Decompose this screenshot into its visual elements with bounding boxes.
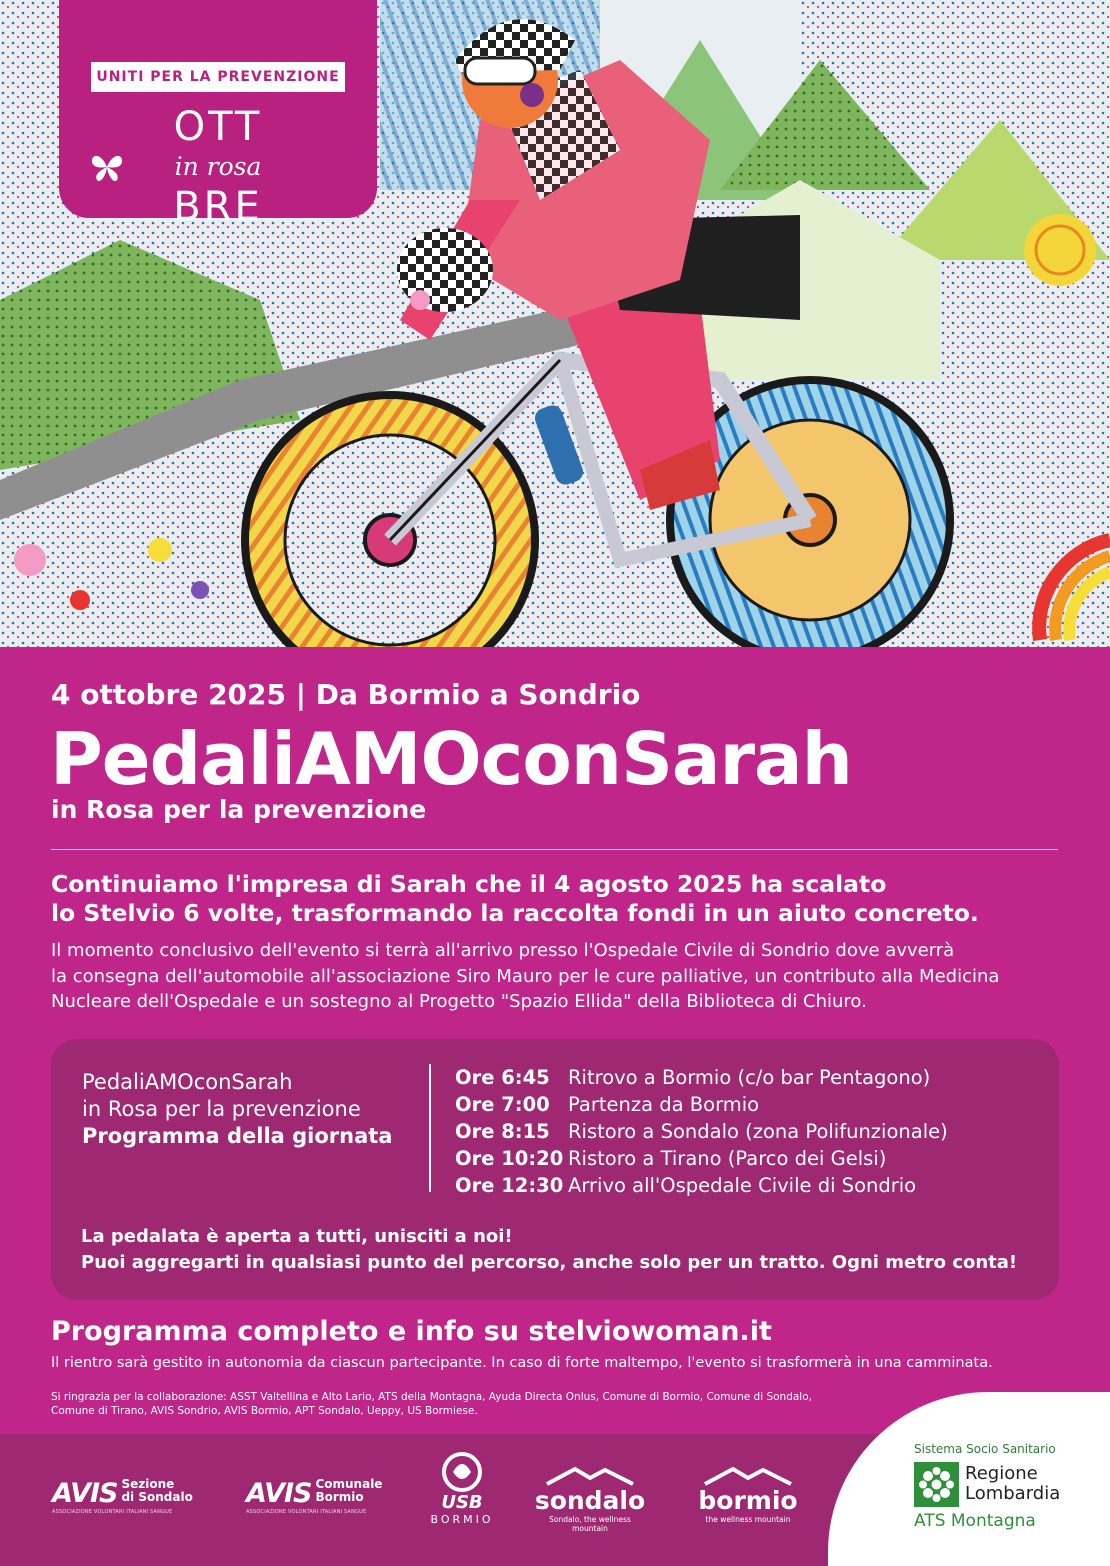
event-date-line: 4 ottobre 2025 | Da Bormio a Sondrio xyxy=(51,678,641,711)
schedule-time: Ore 12:30 xyxy=(455,1174,564,1197)
schedule-activity: Partenza da Bormio xyxy=(568,1093,760,1116)
program-heading-label: Programma della giornata xyxy=(82,1124,393,1148)
schedule-row xyxy=(455,1118,948,1145)
info-text: Il rientro sarà gestito in autonomia da ciascun partecipante. In caso di forte maltempo, l'evento si trasformerà in una camminata. xyxy=(51,1355,993,1371)
sondalo-name: sondalo xyxy=(534,1486,646,1515)
avis-sondalo-line: di Sondalo xyxy=(121,1490,193,1504)
regione-lombardia-logo xyxy=(828,1392,1110,1566)
schedule-row xyxy=(455,1064,948,1091)
region-name xyxy=(965,1464,1060,1504)
campaign-title-left: OTT xyxy=(173,104,263,150)
program-note-line: La pedalata è aperta a tutti, unisciti a noi! xyxy=(81,1226,513,1247)
event-subtitle: in Rosa per la prevenzione xyxy=(51,795,427,824)
sondalo-tagline: Sondalo, the wellness mountain xyxy=(549,1515,631,1533)
region-ats: ATS Montagna xyxy=(914,1511,1036,1531)
acknowledgements xyxy=(51,1390,871,1418)
event-lead xyxy=(51,870,1071,928)
program-note xyxy=(81,1224,1017,1276)
usb-emblem-icon xyxy=(439,1452,485,1492)
avis-fine-print: ASSOCIAZIONE VOLONTARI ITALIANI SANGUE xyxy=(52,1509,173,1515)
schedule-activity: Arrivo all'Ospedale Civile di Sondrio xyxy=(568,1174,917,1197)
usb-bormio-logo xyxy=(426,1452,498,1526)
schedule-row xyxy=(455,1145,948,1172)
schedule-row xyxy=(455,1172,948,1199)
region-name-line: Lombardia xyxy=(965,1483,1061,1504)
mountain-icon xyxy=(545,1466,635,1486)
schedule-activity: Ritrovo a Bormio (c/o bar Pentagono) xyxy=(568,1066,931,1089)
program-schedule xyxy=(455,1064,948,1199)
avis-bormio-line: Comunale xyxy=(315,1477,383,1491)
sondalo-logo xyxy=(534,1466,646,1533)
avis-mark: AVIS xyxy=(52,1478,118,1509)
program-heading xyxy=(82,1069,392,1150)
event-description-line: Il momento conclusivo dell'evento si terrà all'arrivo presso l'Ospedale Civile di Sondrio dove avverrà xyxy=(51,940,955,961)
program-box xyxy=(51,1039,1059,1300)
usb-sub: BORMIO xyxy=(430,1513,494,1526)
event-description xyxy=(51,938,1081,1015)
program-heading-line: in Rosa per la prevenzione xyxy=(82,1097,361,1121)
info-title: Programma completo e info su stelviowoman.it xyxy=(51,1316,772,1347)
avis-bormio-logo xyxy=(246,1478,382,1515)
avis-fine-print: ASSOCIAZIONE VOLONTARI ITALIANI SANGUE xyxy=(246,1509,367,1515)
bormio-name: bormio xyxy=(698,1486,798,1515)
campaign-badge xyxy=(59,0,377,230)
schedule-activity: Ristoro a Tirano (Parco dei Gelsi) xyxy=(568,1147,887,1170)
schedule-time: Ore 6:45 xyxy=(455,1066,550,1089)
avis-mark: AVIS xyxy=(246,1478,312,1509)
event-lead-line: Continuiamo l'impresa di Sarah che il 4 agosto 2025 ha scalato xyxy=(51,870,887,898)
schedule-time: Ore 8:15 xyxy=(455,1120,550,1143)
usb-word: USB xyxy=(441,1492,483,1513)
avis-bormio-line: Bormio xyxy=(315,1490,364,1504)
event-description-line: la consegna dell'automobile all'associazione Siro Mauro per le cure palliative, un contributo alla Medicina xyxy=(51,965,1000,987)
acknowledgements-line: Si ringrazia per la collaborazione: ASST Valtellina e Alto Lario, ATS della Montagna, Ayuda Directa Onlus, Comune di Bormio, Comune di Sondalo, xyxy=(51,1391,812,1403)
schedule-time: Ore 10:20 xyxy=(455,1147,564,1170)
avis-bormio-text xyxy=(315,1478,382,1504)
bormio-tagline: the wellness mountain xyxy=(705,1515,791,1524)
avis-sondalo-logo xyxy=(52,1478,193,1515)
campaign-tagline: UNITI PER LA PREVENZIONE xyxy=(91,62,345,92)
section-divider xyxy=(51,849,1058,850)
region-system-label: Sistema Socio Sanitario xyxy=(914,1442,1056,1456)
schedule-time: Ore 7:00 xyxy=(455,1093,550,1116)
hero-mural-image xyxy=(0,0,1110,647)
region-name-line: Regione xyxy=(965,1463,1038,1484)
campaign-title-right: BRE xyxy=(173,184,263,230)
acknowledgements-line: Comune di Tirano, AVIS Sondrio, AVIS Bormio, APT Sondalo, Ueppy, US Bormiese. xyxy=(51,1405,478,1417)
program-separator xyxy=(429,1064,431,1192)
event-title: PedaliAMOconSarah xyxy=(50,717,852,801)
event-lead-line: lo Stelvio 6 volte, trasformando la raccolta fondi in un aiuto concreto. xyxy=(51,899,979,927)
avis-sondalo-line: Sezione xyxy=(121,1477,175,1491)
campaign-subtitle: in rosa xyxy=(174,152,262,181)
event-description-line: Nucleare dell'Ospedale e un sostegno al Progetto "Spazio Ellida" della Biblioteca di Chiuro. xyxy=(51,991,867,1012)
avis-sondalo-text xyxy=(121,1478,192,1504)
schedule-activity: Ristoro a Sondalo (zona Polifunzionale) xyxy=(568,1120,948,1143)
program-heading-line: PedaliAMOconSarah xyxy=(82,1070,293,1094)
mountain-icon xyxy=(703,1466,793,1486)
program-note-line: Puoi aggregarti in qualsiasi punto del percorso, anche solo per un tratto. Ogni metro conta! xyxy=(81,1252,1018,1273)
bormio-logo xyxy=(692,1466,804,1524)
schedule-row xyxy=(455,1091,948,1118)
lombardia-rose-icon xyxy=(914,1462,959,1507)
